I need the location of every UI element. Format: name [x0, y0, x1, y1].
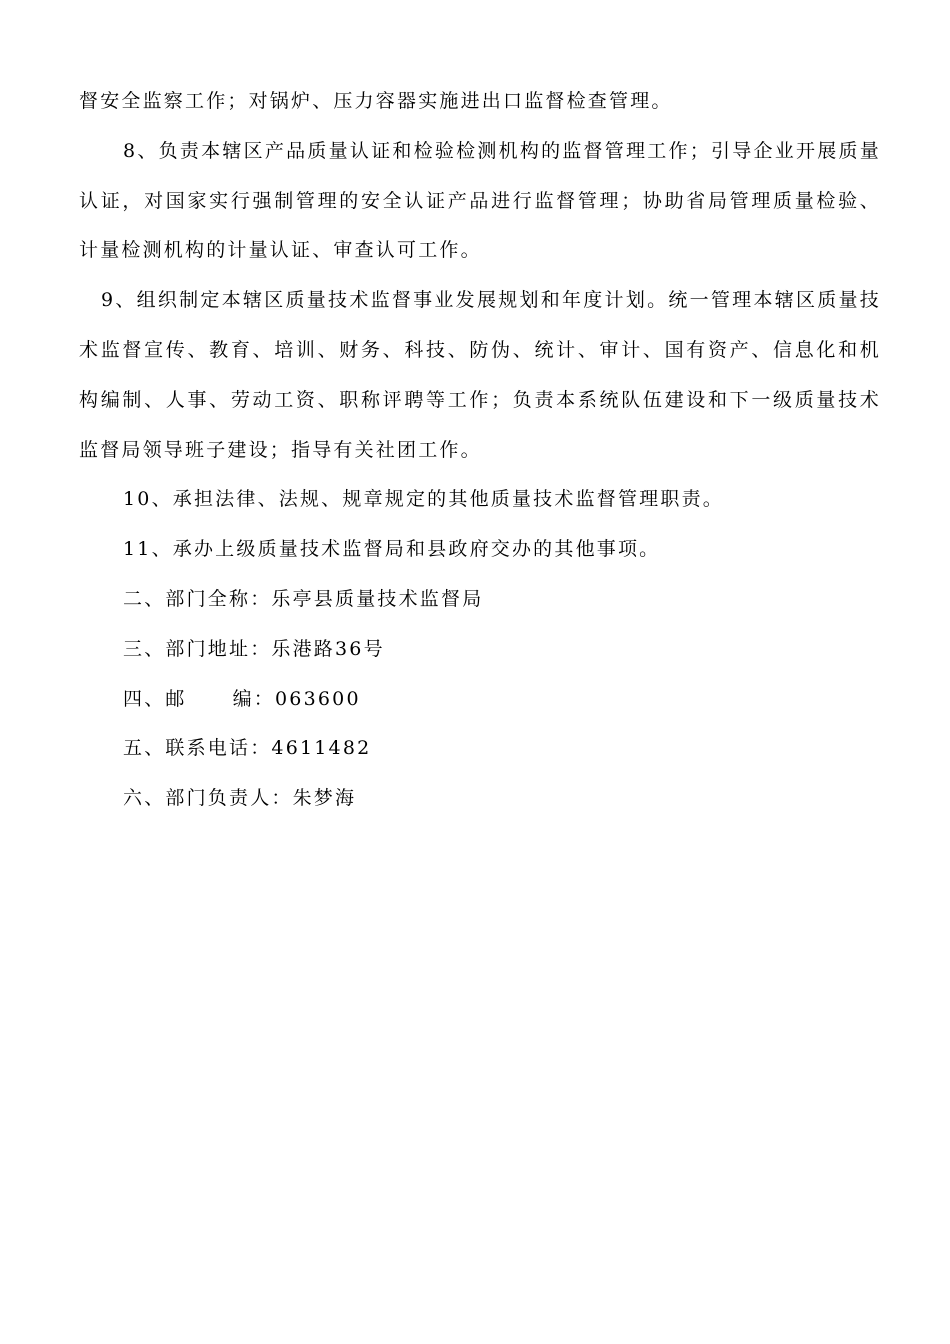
dept-name-label: 二、部门全称： — [123, 587, 272, 610]
paragraph-item-9: 9、组织制定本辖区质量技术监督事业发展规划和年度计划。统一管理本辖区质量技术监督宣传、教育、培训、财务、科技、防伪、统计、审计、国有资产、信息化和机构编制、人事、劳动工资、职称评聘等工作；负责本系统队伍建设和下一级质量技术监督局领导班子建设；指导有关社团工作。 — [79, 289, 881, 461]
paragraph-item-11: 11、承办上级质量技术监督局和县政府交办的其他事项。 — [123, 538, 661, 561]
address-line — [79, 625, 881, 675]
postcode-value: 063600 — [275, 687, 361, 710]
dept-name-value: 乐亭县质量技术监督局 — [271, 587, 484, 610]
phone-line — [79, 724, 881, 774]
head-value: 朱梦海 — [292, 787, 357, 810]
postcode-label-b: 编： — [232, 687, 276, 710]
paragraph-item-8: 8、负责本辖区产品质量认证和检验检测机构的监督管理工作；引导企业开展质量认证，对国家实行强制管理的安全认证产品进行监督管理；协助省局管理质量检验、计量检测机构的计量认证、审查认可工作。 — [79, 139, 881, 262]
phone-label: 五、联系电话： — [123, 737, 272, 760]
postcode-label-a: 四、邮 — [123, 687, 187, 710]
phone-value: 4611482 — [271, 737, 372, 760]
head-label: 六、部门负责人： — [123, 787, 293, 810]
paragraph-continuation: 督安全监察工作；对锅炉、压力容器实施进出口监督检查管理。 — [79, 90, 673, 112]
address-label: 三、部门地址： — [123, 637, 272, 660]
postcode-line — [79, 675, 881, 725]
head-line — [79, 774, 881, 824]
address-value: 乐港路36号 — [271, 637, 385, 660]
dept-name-line — [79, 575, 881, 625]
paragraph-item-10: 10、承担法律、法规、规章规定的其他质量技术监督管理职责。 — [123, 488, 724, 511]
document-body — [79, 77, 881, 824]
